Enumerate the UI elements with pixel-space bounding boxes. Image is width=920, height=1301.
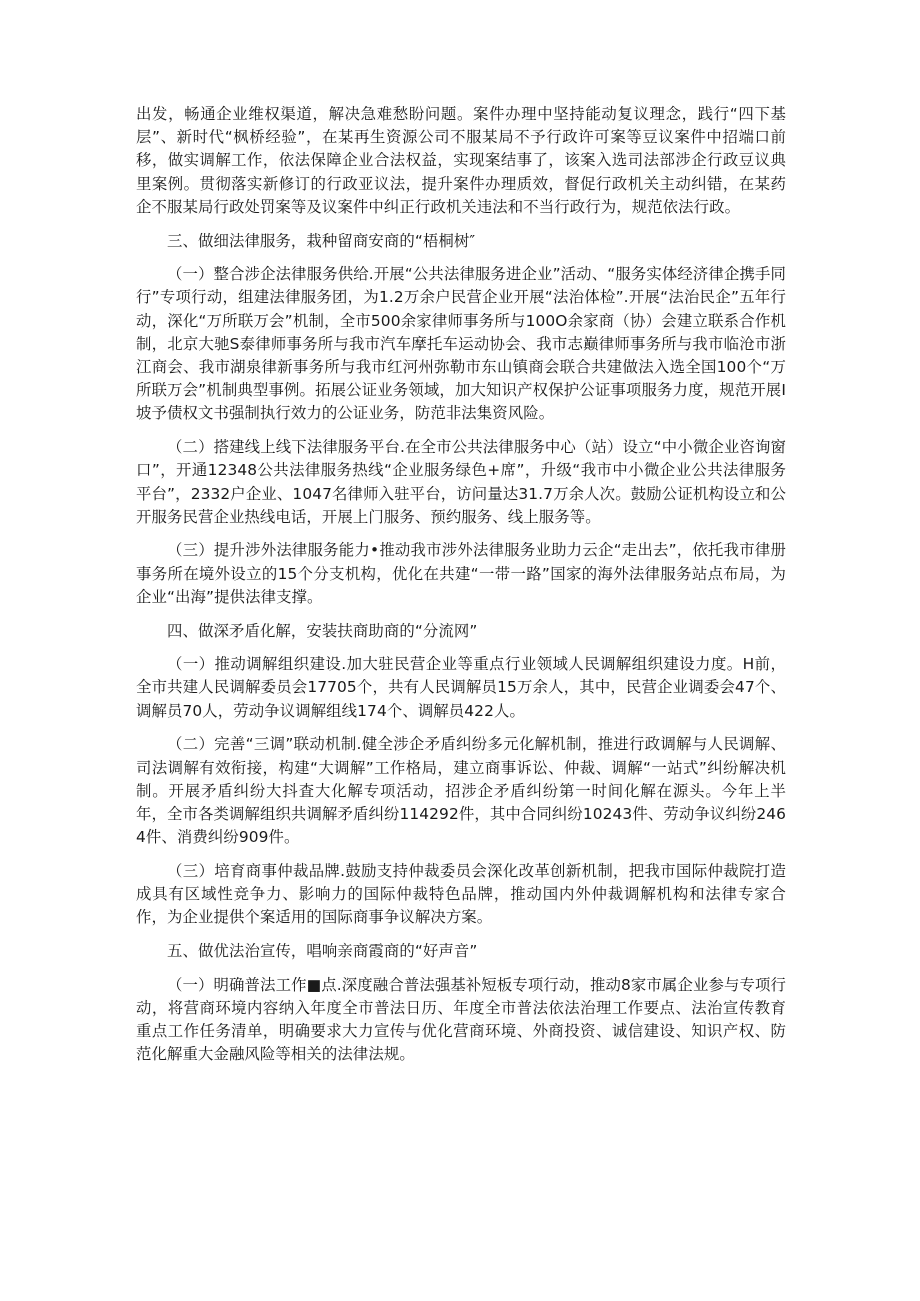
paragraph-continuation: 出发，畅通企业维权渠道，解决急难愁盼问题。案件办理中坚持能动复议理念，践行“四下基层”、新时代“枫桥经验”，在某再生资源公司不服某局不予行政许可案等豆议案件中招端口前移，做实调解工作，依法保障企业合法权益，实现案结事了，该案入选司法部涉企行政豆议典里案例。贯彻落实新修订的行政亚议法，提升案件办理质效，督促行政机关主动纠错，在某药企不服某局行政处罚案等及议案件中纠正行政机关违法和不当行政行为，规范依法行政。 <box>136 105 786 216</box>
section-heading-4: 四、做深矛盾化解，安装扶商助商的“分流网” <box>167 621 478 640</box>
paragraph-3-3: （三）提升涉外法律服务能力•推动我市涉外法律服务业助力云企“走出去”，依托我市律册事务所在境外设立的15个分支机构，优化在共建“一带一路”国家的海外法律服务站点布局，为企业“出海”提供法律支撑。 <box>136 541 786 606</box>
document-body <box>136 103 786 1067</box>
paragraph-3-1: （一）整合涉企法律服务供给.开展“公共法律服务进企业”活动、“服务实体经济律企携手同行”专项行动，组建法律服务团，为1.2万余户民营企业开展“法治体检”.开展“法治民企”五年行动，深化“万所联万会”机制，全市500余家律师事务所与100O余家商（协）会建立联系合作机制，北京大驰S泰律师事务所与我市汽车摩托车运动协会、我市志巅律师事务所与我市临沧市浙江商会、我市湖泉律新事务所与我市红河州弥勒市东山镇商会联合共建做法入选全国100个“万所联万会”机制典型事例。拓展公证业务领域，加大知识产权保护公证事项服务力度，规范开展I坡予债权文书强制执行效力的公证业务，防范非法集资风险。 <box>136 265 786 423</box>
paragraph-4-2: （二）完善“三调”联动机制.健全涉企矛盾纠纷多元化解机制，推进行政调解与人民调解、司法调解有效衔接，构建“大调解”工作格局，建立商事诉讼、仲裁、调解“一站式”纠纷解决机制。开展矛盾纠纷大抖査大化解专项活动，招涉企矛盾纠纷第一时间化解在源头。今年上半年，全市各类调解组织共调解矛盾纠纷114292件，其中合同纠纷10243件、劳动争议纠纷2464件、消费纠纷909件。 <box>136 735 786 847</box>
paragraph-3-2: （二）搭建线上线下法律服务平台.在全市公共法律服务中心（站）设立“中小微企业咨询窗口”，开通12348公共法律服务热线“企业服务绿色+席”，升级“我市中小微企业公共法律服务平台”，2332户企业、1047名律师入驻平台，访问量达31.7万余人次。鼓励公证机构设立和公开服务民营企业热线电话，开展上门服务、预约服务、线上服务等。 <box>136 438 786 526</box>
paragraph-4-1: （一）推动调解组织建设.加大驻民营企业等重点行业领域人民调解组织建设力度。H前，全市共建人民调解委员会17705个，共有人民调解员15万余人，其中，民营企业调委会47个、调解员70人，劳动争议调解组线174个、调解员422人。 <box>136 655 786 720</box>
paragraph-5-1: （一）明确普法工作■点.深度融合普法强基补短板专项行动，推动8家市属企业参与专项行动，将营商环境内容纳入年度全市普法日历、年度全市普法依法治理工作要点、法治宣传教育重点工作任务清单，明确要求大力宣传与优化营商环境、外商投资、诚信建设、知识产权、防范化解重大金融风险等相关的法律法规。 <box>136 975 786 1064</box>
paragraph-4-3: （三）培育商事仲裁品牌.鼓励支持仲裁委员会深化改革创新机制，把我市国际仲裁院打造成具有区域性竞争力、影响力的国际仲裁特色品牌，推动国内外仲裁调解机构和法律专家合作，为企业提供个案适用的国际商事争议解决方案。 <box>136 861 786 927</box>
section-heading-3: 三、做细法律服务，栽种留商安商的“梧桐树″ <box>167 231 476 250</box>
section-heading-5: 五、做优法治宣传，唱响亲商霞商的“好声音” <box>167 942 478 960</box>
